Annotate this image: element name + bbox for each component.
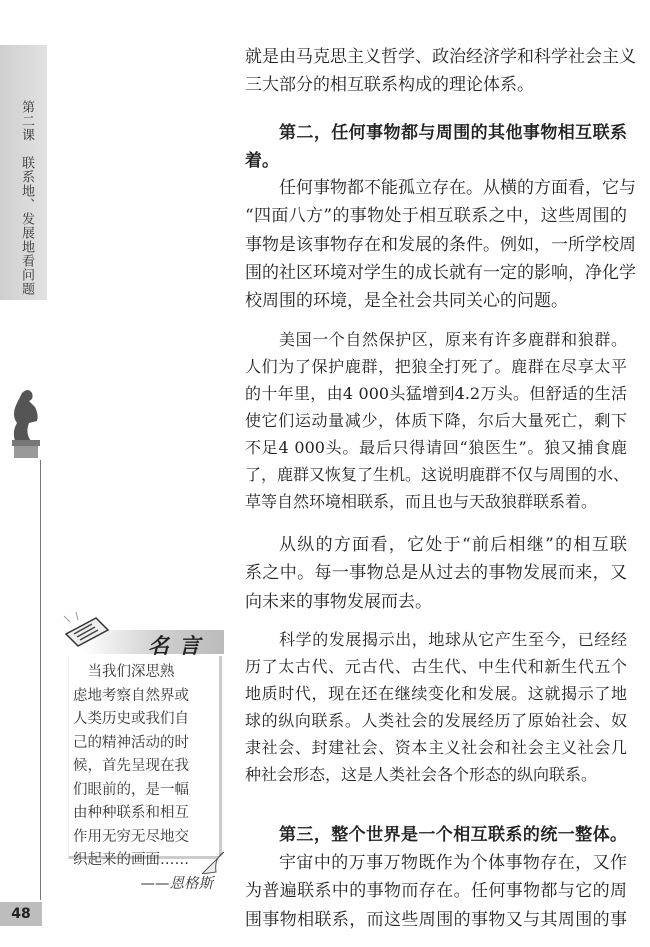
quote-body [68,656,222,892]
text-line: 任何事物都不能孤立存在。从横的方面看，它与 [279,178,636,198]
text-line: 第三，整个世界是一个相互联系的统一整体。 [279,825,627,845]
quote-line: 作用无穷无尽地交 [73,828,189,845]
text-line: 系之中。每一事物总是从过去的事物发展而来，又 [245,563,627,584]
newspaper-icon [62,612,114,652]
quote-line: 由种种联系和相互 [73,805,189,821]
text-line: 事物是该事物存在和发展的条件。例如，一所学校周 [245,234,636,255]
text-line: 校周围的环境，是全社会共同关心的问题。 [245,291,568,312]
quote-line: 当我们深思熟 [73,664,175,680]
chapter-side-strip [0,45,47,300]
text-line: 隶社会、封建社会、资本主义社会和社会主义社会几 [245,738,627,757]
text-line: 美国一个自然保护区，原来有许多鹿群和狼群。 [279,330,627,349]
text-line: 第二，任何事物都与周围的其他事物相互联系 [279,123,627,143]
text-line: 三大部分的相互联系构成的理论体系。 [245,75,534,96]
case-deer-and-wolves [245,326,630,515]
text-line: 着。 [245,151,279,172]
quote-line: 候，首先呈现在我 [73,758,189,774]
text-line: 就是由马克思主义哲学、政治经济学和科学社会主义 [245,47,636,67]
text-line: 向未来的事物发展而去。 [245,591,432,612]
text-line: 围事物相联系，而这些周围的事物又与其周围的事 [245,909,627,930]
margin-rule [40,460,41,900]
famous-quote-box [66,612,224,892]
thinker-statue-icon [8,385,44,460]
text-line: 宇宙中的万事万物既作为个体事物存在，又作 [279,853,627,873]
lesson-title: 第二课 联系地、发展地看问题 [19,100,34,296]
text-line: 从纵的方面看，它处于“前后相继”的相互联 [279,535,627,555]
text-line: 球的纵向联系。人类社会的发展经历了原始社会、奴 [245,711,627,730]
case-geology-and-society [245,626,627,788]
heading-point-two [245,119,627,176]
text-line: 的十年里，由4 000头猛增到4.2万头。但舒适的生活 [245,384,627,403]
quote-line: 们眼前的，是一幅 [73,781,189,798]
text-line: “四面八方”的事物处于相互联系之中，这些周围的 [245,206,627,227]
text-line: 人们为了保护鹿群，把狼全打死了。鹿群在尽享太平 [245,357,627,376]
paragraph-unified-whole [245,849,627,934]
text-line: 地质时代，现在还在继续变化和发展。这就揭示了地 [245,684,627,703]
text-line: 种社会形态，这是人类社会各个形态的纵向联系。 [245,765,598,784]
quote-author: ——恩格斯 [140,875,213,892]
text-line: 不足4 000头。最后只得请回“狼医生”。狼又捕食鹿 [245,438,627,457]
quote-line: 己的精神活动的时 [73,734,189,751]
text-line: 为普遍联系中的事物而存在。任何事物都与它的周 [245,881,627,902]
quote-line: 虑地考察自然界或 [73,687,189,704]
text-line: 使它们运动量减少，体质下降，尔后大量死亡，剩下 [245,411,627,430]
paragraph-vertical-connection [245,531,627,616]
text-line: 科学的发展揭示出，地球从它产生至今，已经经 [279,630,627,649]
heading-point-three [245,821,627,849]
paragraph-horizontal-connection [245,174,636,315]
text-line: 了，鹿群又恢复了生机。这说明鹿群不仅与周围的水、 [245,465,630,484]
quote-title: 名言 [148,633,210,658]
quote-text [73,661,213,896]
quote-line: 织起来的画面…… [73,852,189,868]
quote-line: 人类历史或我们自 [73,711,189,727]
page-number: 48 [0,902,42,926]
paragraph-intro-end [245,43,636,100]
text-line: 草等自然环境相联系，而且也与天敌狼群联系着。 [245,492,598,511]
text-line: 围的社区环境对学生的成长就有一定的影响，净化学 [245,262,636,283]
page-curl-icon [202,852,224,874]
text-line: 历了太古代、元古代、古生代、中生代和新生代五个 [245,657,627,676]
